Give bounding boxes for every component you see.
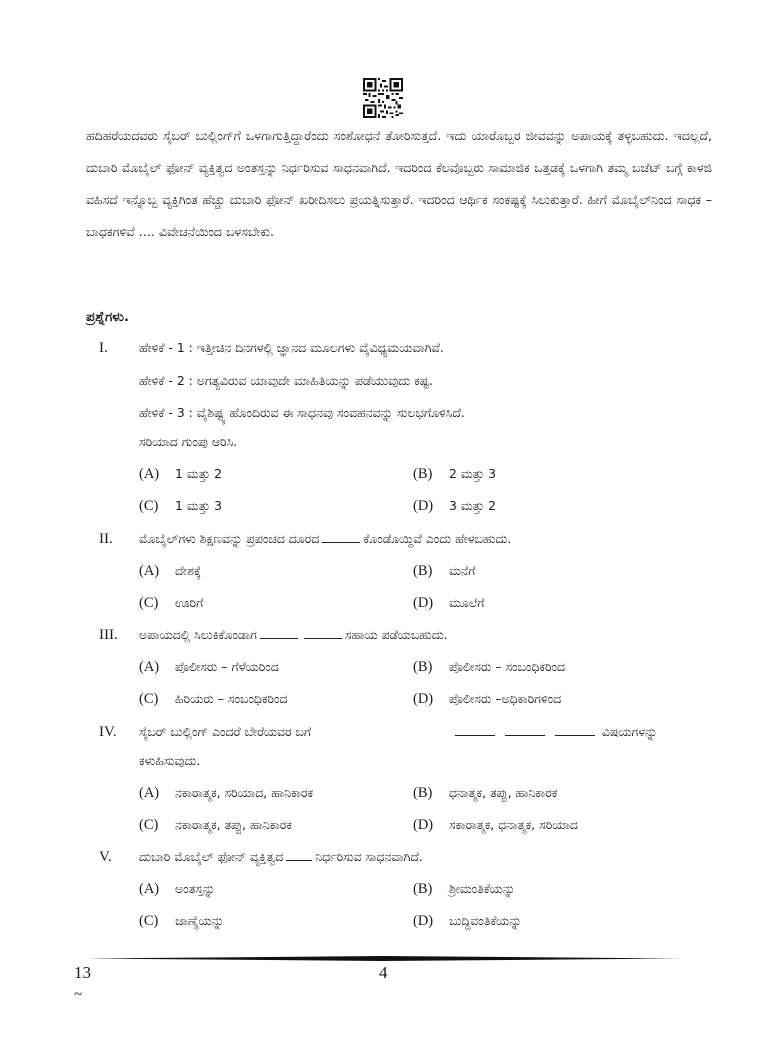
option-text: ಅಂತಸ್ತನ್ನು: [175, 881, 216, 896]
question-3-number: III.: [99, 627, 118, 643]
option-label: (D): [413, 817, 434, 833]
answer-blank: [555, 723, 595, 736]
option-text: ಹಿರಿಯರು – ಸಂಬಂಧಿಕರಿಂದ: [175, 691, 288, 706]
option-text: 1 ಮತ್ತು 2: [175, 466, 222, 481]
question-4-option-c[interactable]: [139, 814, 292, 836]
option-text: ಬುದ್ಧಿವಂತಿಕೆಯನ್ನು: [449, 913, 522, 928]
qr-code: [363, 78, 403, 118]
option-text: ಶ್ರೀಮಂತಿಕೆಯನ್ನು: [449, 881, 516, 896]
question-2-option-c[interactable]: [139, 592, 203, 614]
question-5-number: V.: [99, 849, 112, 865]
option-text: ಊರಿಗೆ: [175, 595, 204, 610]
question-4-text-post: ವಿಷಯಗಳನ್ನು: [601, 724, 658, 739]
option-text: ಮೂಲೆಗೆ: [449, 595, 485, 610]
question-3-option-a[interactable]: [139, 656, 279, 678]
option-text: 2 ಮತ್ತು 3: [449, 466, 496, 481]
question-1-statement-1: ಹೇಳಿಕೆ - 1 : ಇತ್ತೀಚಿನ ದಿನಗಳಲ್ಲಿ ಜ್ಞಾನದ ಮೂಲಗಳು ವೈವಿಧ್ಯಮಯವಾಗಿವೆ.: [139, 340, 444, 355]
booklet-code: 13: [74, 963, 91, 982]
footer-divider: [86, 956, 682, 961]
question-3-option-b[interactable]: [413, 656, 565, 678]
option-text: ಪೊಲೀಸರು – ಸಂಬಂಧಿಕರಿಂದ: [449, 659, 566, 674]
option-text: ಪೊಲೀಸರು – ಗೆಳೆಯರಿಂದ: [175, 659, 279, 674]
question-4-text-pre: ಸೈಬರ್ ಬುಲ್ಲಿಂಗ್ ಎಂದರೆ ಬೇರೆಯವರ ಬಗೆ: [139, 724, 312, 739]
option-label: (D): [413, 595, 434, 611]
question-3-option-c[interactable]: [139, 688, 287, 710]
option-label: (C): [139, 913, 159, 929]
question-4-option-d[interactable]: [413, 814, 578, 836]
option-text: ಮನೆಗೆ: [449, 563, 476, 578]
option-label: (A): [139, 466, 160, 482]
question-5-option-c[interactable]: [139, 910, 224, 932]
questions-heading: ಪ್ರಶ್ನೆಗಳು.: [86, 309, 130, 325]
question-4-option-a[interactable]: [139, 782, 313, 804]
page-number: 4: [379, 963, 388, 982]
question-3-text-pre: ಅಪಾಯದಲ್ಲಿ ಸಿಲುಕಿಕೊಂಡಾಗ: [139, 627, 257, 642]
option-label: (C): [139, 817, 159, 833]
option-label: (C): [139, 595, 159, 611]
question-5-option-d[interactable]: [413, 910, 522, 932]
option-label: (A): [139, 659, 160, 675]
question-2-option-b[interactable]: [413, 560, 475, 582]
question-5-text-post: ನಿರ್ಧರಿಸುವ ಸಾಧನವಾಗಿದೆ.: [315, 849, 423, 864]
question-2-option-a[interactable]: [139, 560, 201, 582]
answer-blank: [286, 848, 312, 861]
option-text: ಸಕಾರಾತ್ಮಕ, ಧನಾತ್ಮಕ, ಸರಿಯಾದ: [449, 817, 578, 832]
question-1-option-c[interactable]: [139, 495, 222, 517]
question-2-text-post: ಕೊಂಡೊಯ್ದಿವೆ ಎಂದು ಹೇಳಬಹುದು.: [363, 531, 512, 546]
option-text: ನಕಾರಾತ್ಮಕ, ಸರಿಯಾದ, ಹಾನಿಕಾರಕ: [175, 785, 314, 800]
option-text: 3 ಮತ್ತು 2: [449, 498, 496, 513]
option-text: ಜಾಣ್ಮೆಯನ್ನು: [175, 913, 225, 928]
question-1-instruction: ಸರಿಯಾದ ಗುಂಪು ಆರಿಸಿ.: [139, 434, 238, 449]
option-label: (C): [139, 498, 159, 514]
question-1-statement-3: ಹೇಳಿಕೆ - 3 : ವೈಶಿಷ್ಟ್ಯ ಹೊಂದಿರುವ ಈ ಸಾಧನವು ಸಂವಹನವನ್ನು ಸುಲಭಗೊಳಿಸಿದೆ.: [139, 405, 465, 420]
option-label: (A): [139, 881, 160, 897]
question-2-number: II.: [99, 531, 113, 547]
question-2-text: [139, 528, 511, 550]
question-4-number: IV.: [99, 724, 117, 740]
question-1-statement-2: ಹೇಳಿಕೆ - 2 : ಅಗತ್ಯವಿರುವ ಯಾವುದೇ ಮಾಹಿತಿಯನ್ನು ಪಡೆಯುವುದು ಕಷ್ಟ.: [139, 373, 433, 388]
passage-text: ಹದಿಹರೆಯದವರು ಸೈಬರ್ ಬುಲ್ಲಿಂಗ್‌ಗೆ ಒಳಗಾಗುತ್ತಿದ್ದಾರೆಂದು ಸಂಶೋಧನೆ ತೋರಿಸುತ್ತದೆ. ಇದು ಯಾರೊಬ್ಬರ ಜೀವವನ್ನು ಅಪಾಯಕ್ಕೆ ತಳ್ಳಬಹುದು. ಇದಲ್ಲದೆ, ದುಬಾರಿ ಮೊಬೈಲ್ ಫೋನ್ ವ್ಯಕ್ತಿತ್ವದ ಅಂತಸ್ತನ್ನು ನಿರ್ಧರಿಸುವ ಸಾಧನವಾಗಿದೆ. ಇದರಿಂದ ಕೆಲವೊಬ್ಬರು ಸಾಮಾಜಿಕ ಒತ್ತಡಕ್ಕೆ ಒಳಗಾಗಿ ತಮ್ಮ ಬಜೆಟ್ ಬಗ್ಗೆ ಕಾಳಜಿ ವಹಿಸದೆ ಇನ್ನೊಬ್ಬ ವ್ಯಕ್ತಿಗಿಂತ ಹೆಚ್ಚು ದುಬಾರಿ ಫೋನ್ ಖರೀದಿಸಲು ಪ್ರಯತ್ನಿಸುತ್ತಾರೆ. ಇದರಿಂದ ಆರ್ಥಿಕ ಸಂಕಷ್ಟಕ್ಕೆ ಸಿಲುಕುತ್ತಾರೆ. ಹೀಗೆ ಮೊಬೈಲ್‌ನಿಂದ ಸಾಧಕ – ಬಾಧಕಗಳಿವೆ …. ವಿವೇಚನೆಯಿಂದ ಬಳಸಬೇಕು.: [86, 128, 712, 239]
option-label: (D): [413, 691, 434, 707]
option-label: (D): [413, 498, 434, 514]
question-5-option-b[interactable]: [413, 878, 515, 900]
question-4-blanks: [452, 721, 657, 743]
option-text: ಪೊಲೀಸರು –ಅಧಿಕಾರಿಗಳಿಂದ: [449, 691, 562, 706]
question-5-option-a[interactable]: [139, 878, 215, 900]
question-2-option-d[interactable]: [413, 592, 484, 614]
option-label: (D): [413, 913, 434, 929]
option-label: (B): [413, 785, 433, 801]
option-label: (C): [139, 691, 159, 707]
answer-blank: [304, 626, 342, 639]
booklet-code-mark: ~: [74, 987, 83, 1003]
question-4-option-b[interactable]: [413, 782, 557, 804]
question-5-text-pre: ದುಬಾರಿ ಮೊಬೈಲ್ ಫೋನ್ ವ್ಯಕ್ತಿತ್ವದ: [139, 849, 284, 864]
answer-blank: [322, 530, 360, 543]
answer-blank: [455, 723, 495, 736]
option-text: 1 ಮತ್ತು 3: [175, 498, 222, 513]
question-3-option-d[interactable]: [413, 688, 561, 710]
question-3-text: [139, 624, 448, 646]
question-5-text: [139, 846, 423, 868]
question-4-text-cont: ಕಳುಹಿಸುವುದು.: [139, 753, 201, 768]
answer-blank: [505, 723, 545, 736]
question-2-text-pre: ಮೊಬೈಲ್‌ಗಳು ಶಿಕ್ಷಣವನ್ನು ಪ್ರಪಂಚದ ದೂರದ: [139, 531, 320, 546]
answer-blank: [260, 626, 298, 639]
question-1-number: I.: [99, 340, 108, 356]
option-label: (A): [139, 785, 160, 801]
option-text: ನಕಾರಾತ್ಮಕ, ತಪ್ಪು, ಹಾನಿಕಾರಕ: [175, 817, 292, 832]
option-text: ದೇಶಕ್ಕೆ: [175, 563, 202, 578]
question-1-option-d[interactable]: [413, 495, 496, 517]
question-1-option-b[interactable]: [413, 463, 496, 485]
question-1-option-a[interactable]: [139, 463, 222, 485]
option-label: (B): [413, 466, 433, 482]
option-label: (A): [139, 563, 160, 579]
option-label: (B): [413, 563, 433, 579]
question-3-text-post: ಸಹಾಯ ಪಡೆಯಬಹುದು.: [344, 627, 448, 642]
option-label: (B): [413, 659, 433, 675]
option-label: (B): [413, 881, 433, 897]
question-4-text: [139, 721, 311, 743]
option-text: ಧನಾತ್ಮಕ, ತಪ್ಪು, ಹಾನಿಕಾರಕ: [449, 785, 558, 800]
